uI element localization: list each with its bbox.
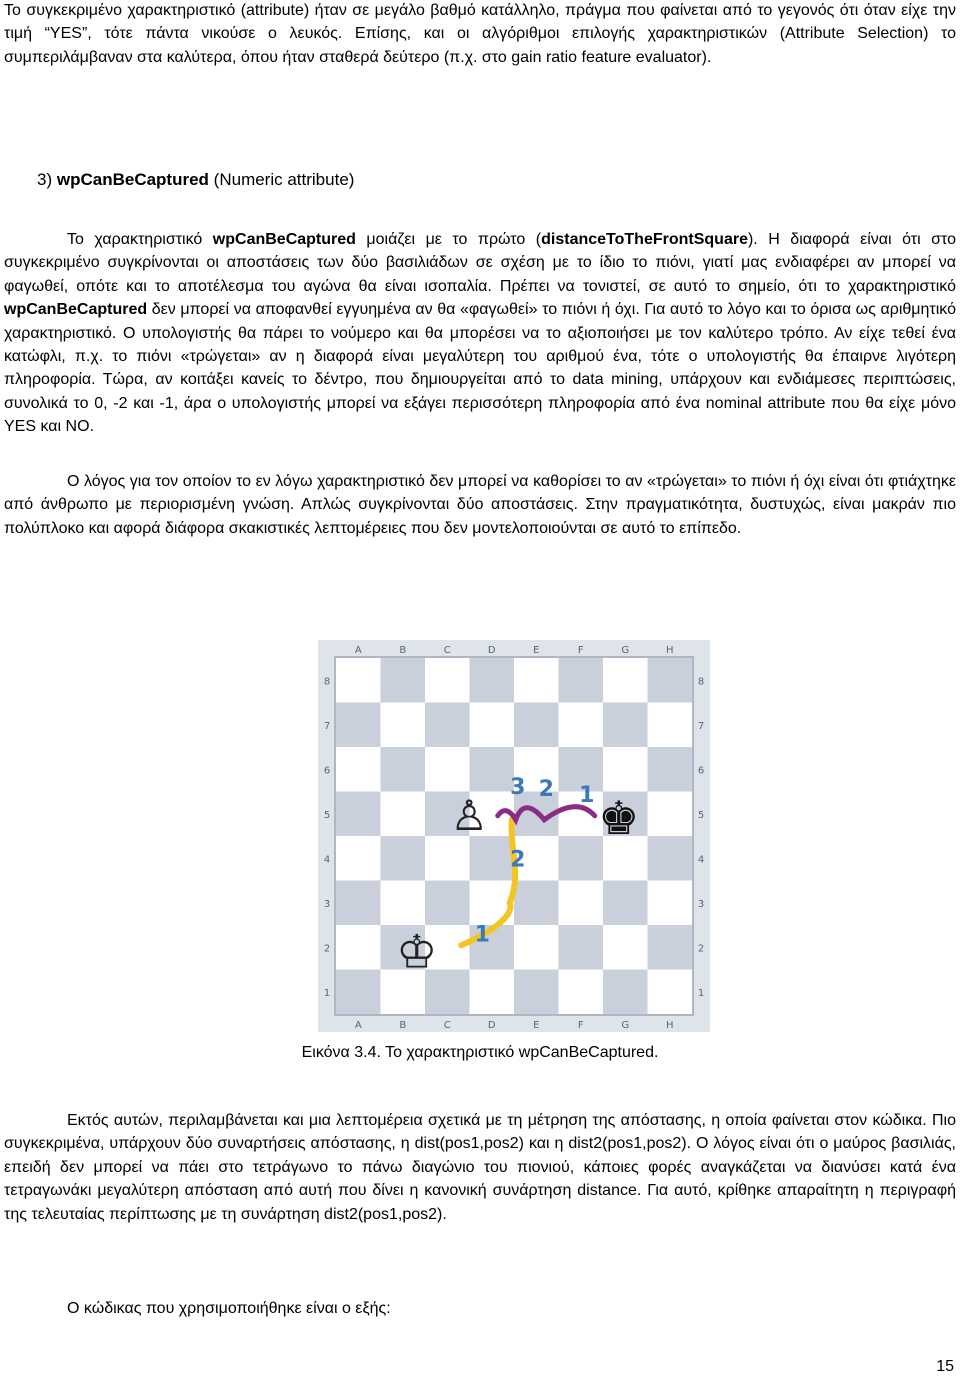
square-c8	[425, 658, 470, 703]
square-a7	[336, 703, 381, 748]
rank-label-left-6: 6	[323, 765, 331, 777]
square-b8	[381, 658, 426, 703]
file-label-bottom-b: B	[399, 1020, 407, 1031]
heading-attribute-name: wpCanBeCaptured	[56, 170, 209, 189]
square-c4	[425, 836, 470, 881]
black-step-label-1: 1	[579, 782, 595, 808]
rank-label-left-7: 7	[323, 720, 331, 732]
square-a8	[336, 658, 381, 703]
file-label-bottom-e: E	[533, 1020, 540, 1031]
distance-paragraph: Εκτός αυτών, περιλαμβάνεται και μια λεπτομέρεια σχετικά με τη μέτρηση της απόστασης, η οποία φαίνεται στον κώδικα. Πιο συγκεκριμένα, υπάρχουν δύο συναρτήσεις απόστασης, η dist(pos1,pos2) και η dist2(pos1,pos2). Ο λόγος είναι ότι ο μαύρος βασιλιάς, επειδή δεν μπορεί να πάει στο τετράγωνο το πάνω διαγώνιο του πιονιού, κάποιες φορές αναγκάζεται να διανύσει κατά ένα τετραγωνάκι μεγαλύτερη απόσταση από αυτή που δίνει η κανονική συνάρτηση distance. Για αυτό, κρίθηκε απαραίτητη η περιγραφή της τελευταίας περίπτωσης με τη συνάρτηση dist2(pos1,pos2).	[4, 1112, 956, 1223]
square-a4	[336, 836, 381, 881]
square-e7	[514, 703, 559, 748]
para2-term-c: wpCanBeCaptured	[4, 301, 148, 319]
file-label-bottom-h: H	[665, 1020, 674, 1031]
code-intro-paragraph: Ο κώδικας που χρησιμοποιήθηκε είναι ο εξής:	[67, 1300, 391, 1317]
rank-label-left-4: 4	[323, 854, 331, 866]
square-f4	[559, 836, 604, 881]
white-step-label-1: 1	[474, 922, 490, 948]
square-d8	[470, 658, 515, 703]
rank-label-right-4: 4	[697, 854, 705, 866]
square-d1	[470, 970, 515, 1015]
file-label-top-d: D	[487, 645, 496, 656]
square-g8	[603, 658, 648, 703]
black-step-label-2: 2	[538, 776, 554, 802]
file-label-bottom-a: A	[354, 1020, 362, 1031]
square-h5	[648, 792, 693, 837]
para2-term-a: wpCanBeCaptured	[212, 231, 356, 248]
rank-label-left-8: 8	[323, 676, 331, 688]
para2-text-d: δεν μπορεί να αποφανθεί εγγυημένα αν θα «φαγωθεί» το πιόνι ή όχι. Για αυτό το λόγο και το όρισα ως αριθμητικό χαρακτηριστικό. Ο υπολογιστής θα πάρει το νούμερο και θα μπορέσει να το αξιοποιήσει με τον καλύτερο τρόπο. Αν είχε τεθεί ένα κατώφλι, π.χ. το πιόνι «τρώγεται» αν η διαφορά είναι μεγαλύτερη του αριθμού ένα, τότε ο υπολογιστής θα έπαιρνε λιγότερη πληροφορία. Τώρα, αν κοιτάξει κανείς το δέντρο, που δημιουργείται από το data mining, υπάρχουν και ενδιάμεσες περιπτώσεις, συνολικά το 0, -2 και -1, άρα ο υπολογιστής μπορεί να εξάγει περισσότερη πληροφορία από ένα nominal attribute που θα είχε μόνο YES και NO.	[4, 301, 956, 436]
rank-label-right-5: 5	[697, 809, 705, 821]
rank-label-left-3: 3	[323, 898, 331, 910]
para2-term-b: distanceToTheFrontSquare	[541, 231, 748, 248]
square-e1	[514, 970, 559, 1015]
limitation-paragraph: Ο λόγος για τον οποίον το εν λόγω χαρακτηριστικό δεν μπορεί να καθορίσει το αν «τρώγεται» το πιόνι ή όχι είναι ότι φτιάχτηκε από άνθρωπο με περιορισμένη γνώση. Απλώς συγκρίνονται δύο αποστάσεις. Στην πραγματικότητα, δυστυχώς, είναι μακράν πιο πολύπλοκο και αφορά διάφορα σκακιστικές λεπτομέρειες που δεν μοντελοποιούνται σε αυτό το επίπεδο.	[4, 473, 956, 537]
white-step-label-3: 3	[510, 774, 526, 800]
square-e3	[514, 881, 559, 926]
file-label-top-c: C	[443, 645, 451, 656]
square-d7	[470, 703, 515, 748]
square-g7	[603, 703, 648, 748]
file-label-bottom-c: C	[443, 1020, 451, 1031]
file-label-bottom-g: G	[621, 1020, 630, 1031]
square-g3	[603, 881, 648, 926]
file-label-top-e: E	[533, 645, 540, 656]
square-c3	[425, 881, 470, 926]
square-b7	[381, 703, 426, 748]
file-label-bottom-d: D	[487, 1020, 496, 1031]
rank-label-left-2: 2	[323, 943, 331, 955]
square-h7	[648, 703, 693, 748]
rank-label-right-2: 2	[697, 943, 705, 955]
square-f1	[559, 970, 604, 1015]
square-f3	[559, 881, 604, 926]
square-f2	[559, 925, 604, 970]
square-b4	[381, 836, 426, 881]
square-h3	[648, 881, 693, 926]
figure-caption: Εικόνα 3.4. Το χαρακτηριστικό wpCanBeCaptured.	[301, 1044, 659, 1061]
file-label-top-h: H	[665, 645, 674, 656]
square-a6	[336, 747, 381, 792]
square-c6	[425, 747, 470, 792]
para2-text-c: ). Η διαφορά είναι ότι στο συγκεκριμένο συγκρίνονται οι αποστάσεις των δύο βασιλιάδων σε σχέση με το ίδιο το πιόνι, γιατί μας ενδιαφέρει αν μπορεί να φαγωθεί, οπότε και το αποτέλεσμα του αγώνα θα είναι ισοπαλία. Πρέπει να τονιστεί, σε αυτό το σημείο, ότι το χαρακτηριστικό	[4, 231, 956, 295]
square-f7	[559, 703, 604, 748]
square-a2	[336, 925, 381, 970]
file-label-top-b: B	[399, 645, 407, 656]
square-a3	[336, 881, 381, 926]
white-step-label-2: 2	[510, 847, 526, 873]
rank-label-right-8: 8	[697, 676, 705, 688]
square-h4	[648, 836, 693, 881]
square-b3	[381, 881, 426, 926]
square-b6	[381, 747, 426, 792]
attribute-description-paragraph	[4, 228, 956, 439]
square-b5	[381, 792, 426, 837]
file-label-top-f: F	[577, 645, 584, 656]
square-e8	[514, 658, 559, 703]
square-d6	[470, 747, 515, 792]
square-e2	[514, 925, 559, 970]
para2-text-b: μοιάζει με το πρώτο (	[355, 231, 542, 248]
square-h1	[648, 970, 693, 1015]
chessboard	[318, 640, 710, 1032]
para2-text-a: Το χαρακτηριστικό	[67, 231, 213, 248]
intro-paragraph: Το συγκεκριμένο χαρακτηριστικό (attribute) ήταν σε μεγάλο βαθμό κατάλληλο, πράγμα που φαίνεται από το γεγονός ότι όταν είχε την τιμή “YES”, τότε πάντα νικούσε ο λευκός. Επίσης, και οι αλγόριθμοι επιλογής χαρακτηριστικών (Attribute Selection) το συμπεριλάμβαναν στα καλύτερα, όπου ήταν σταθερά δεύτερο (π.χ. στο gain ratio feature evaluator).	[4, 2, 956, 66]
rank-label-left-1: 1	[323, 987, 331, 999]
square-h6	[648, 747, 693, 792]
square-c7	[425, 703, 470, 748]
chess-figure	[318, 640, 710, 1032]
file-label-bottom-f: F	[577, 1020, 584, 1031]
rank-label-right-3: 3	[697, 898, 705, 910]
heading-attribute-type: (Numeric attribute)	[213, 170, 355, 189]
page-number: 15	[936, 1358, 954, 1375]
white-king: ♔	[396, 924, 438, 979]
square-a1	[336, 970, 381, 1015]
black-king: ♚	[598, 790, 640, 845]
square-d4	[470, 836, 515, 881]
heading-number: 3)	[37, 170, 53, 189]
file-label-top-a: A	[354, 645, 362, 656]
square-g1	[603, 970, 648, 1015]
rank-label-left-5: 5	[323, 809, 331, 821]
square-g2	[603, 925, 648, 970]
file-label-top-g: G	[621, 645, 630, 656]
white-pawn: ♙	[450, 790, 489, 840]
square-f8	[559, 658, 604, 703]
square-a5	[336, 792, 381, 837]
rank-label-right-6: 6	[697, 765, 705, 777]
rank-label-right-1: 1	[697, 987, 705, 999]
square-h2	[648, 925, 693, 970]
section-heading	[37, 170, 354, 190]
rank-label-right-7: 7	[697, 720, 705, 732]
square-g6	[603, 747, 648, 792]
square-h8	[648, 658, 693, 703]
